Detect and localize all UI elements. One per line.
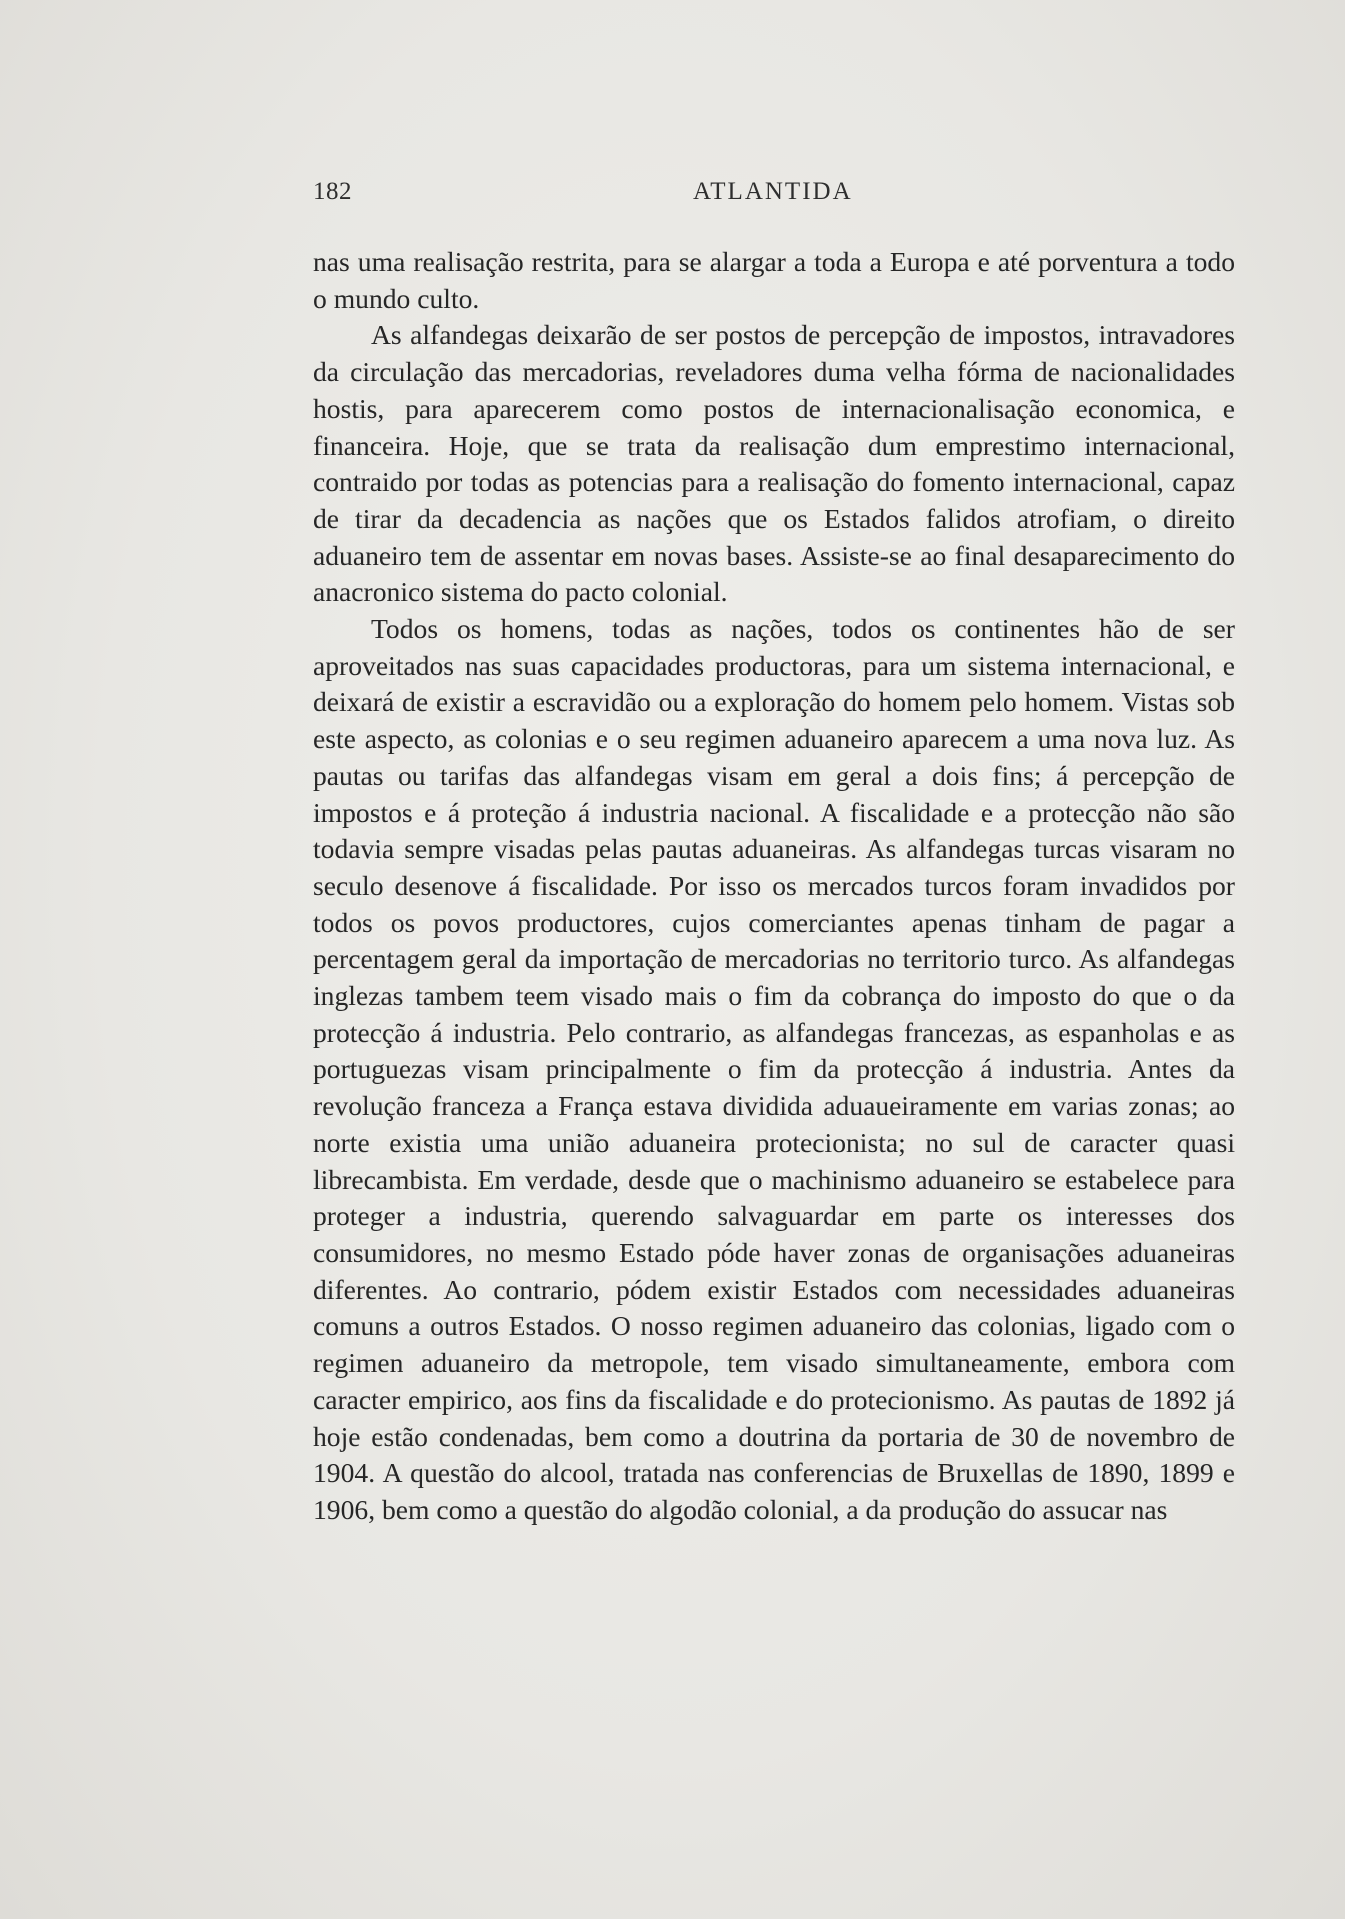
running-head: ATLANTIDA — [693, 178, 853, 205]
paragraph-continuation: nas uma realisação restrita, para se alargar a toda a Europa e até porventura a todo o mundo culto. — [313, 246, 1235, 314]
body-text — [313, 244, 1235, 1529]
paragraph-todos-os-homens: Todos os homens, todas as nações, todos os continentes hão de ser aproveitados nas suas capacidades productoras, para um sistema internacional, e deixará de existir a escravidão ou a exploração do homem pelo homem. Vistas sob este aspecto, as colonias e o seu regimen aduaneiro aparecem a uma nova luz. As pautas ou tarifas das alfandegas visam em geral a dois fins; á percepção de impostos e á proteção á industria nacional. A fiscalidade e a protecção não são todavia sempre visadas pelas pautas aduaneiras. As alfandegas turcas visaram no seculo desenove á fiscalidade. Por isso os mercados turcos foram invadidos por todos os povos productores, cujos comerciantes apenas tinham de pagar a percentagem geral da importação de mercadorias no territorio turco. As alfandegas inglezas tambem teem visado mais o fim da cobrança do imposto do que o da protecção á industria. Pelo contrario, as alfandegas francezas, as espanholas e as portuguezas visam principalmente o fim da protecção á industria. Antes da revolução franceza a França estava dividida aduaueiramente em varias zonas; ao norte existia uma união aduaneira protecionista; no sul de caracter quasi librecambista. Em verdade, desde que o machinismo aduaneiro se estabelece para proteger a industria, querendo salvaguardar em parte os interesses dos consumidores, no mesmo Estado póde haver zonas de organisações aduaneiras diferentes. Ao contrario, pódem existir Estados com necessidades aduaneiras comuns a outros Estados. O nosso regimen aduaneiro das colonias, ligado com o regimen aduaneiro da metropole, tem visado simultaneamente, embora com caracter empirico, aos fins da fiscalidade e do protecionismo. As pautas de 1892 já hoje estão condenadas, bem como a doutrina da portaria de 30 de novembro de 1904. A questão do alcool, tratada nas conferencias de Bruxellas de 1890, 1899 e 1906, bem como a questão do algodão colonial, a da produção do assucar nas — [313, 613, 1235, 1525]
page-number: 182 — [313, 178, 352, 205]
page-header — [313, 178, 1235, 214]
paragraph-alfandegas: As alfandegas deixarão de ser postos de percepção de impostos, intravadores da circulação das mercadorias, reveladores duma velha fórma de nacionalidades hostis, para aparecerem como postos de internacionalisação economica, e financeira. Hoje, que se trata da realisação dum emprestimo internacional, contraido por todas as potencias para a realisação do fomento internacional, capaz de tirar da decadencia as nações que os Estados falidos atrofiam, o direito aduaneiro tem de assentar em novas bases. Assiste-se ao final desaparecimento do anacronico sistema do pacto colonial. — [313, 319, 1235, 608]
